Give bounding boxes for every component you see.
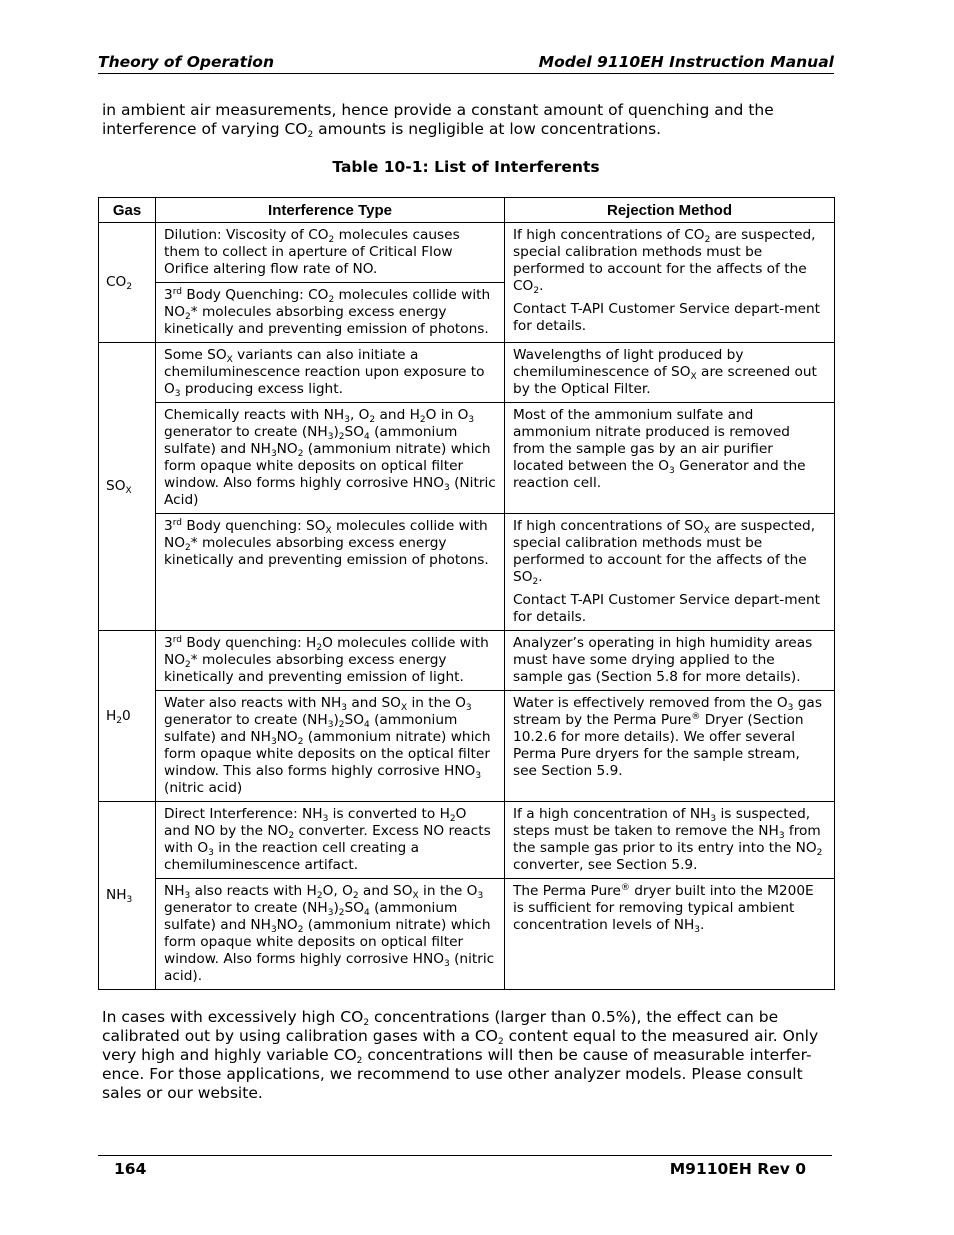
- interference-cell: $NH_3$ also reacts with $H_2O$, $O_2$ and $SO_X$ in the $O_3$ generator to create $(NH_3)_2SO_4$ (ammonium sulfate) and $NH_3NO_2$ (ammonium nitrate) which form opaque white deposits on optical filter window. Also forms highly corrosive $HNO_3$ (nitric acid).: [156, 879, 505, 990]
- table-row: [99, 631, 835, 691]
- intro-paragraph: in ambient air measurements, hence provide a constant amount of quenching and the interference of varying $CO_2$ amounts is negligible at low concentrations.: [102, 101, 774, 140]
- table-row: [99, 223, 835, 283]
- table-row: [99, 691, 835, 802]
- manual-revision: M9110EH Rev 0: [669, 1160, 806, 1178]
- interference-cell: 3rd Body Quenching: $CO_2$ molecules collide with $NO_2*$ molecules absorbing excess energy kinetically and preventing emission of photons.: [156, 283, 505, 343]
- rejection-text: Wavelengths of light produced by chemiluminescence of $SO_X$ are screened out by the Optical Filter.: [513, 347, 817, 397]
- interference-cell: 3rd Body quenching: $SO_X$ molecules collide with $NO_2*$ molecules absorbing excess energy kinetically and preventing emission of photons.: [156, 514, 505, 631]
- rejection-cell: [505, 343, 835, 403]
- rejection-text: If high concentrations of $SO_X$ are suspected, special calibration methods must be performed to account for the affects of the $SO_2$.: [513, 518, 816, 587]
- rejection-text: Water is effectively removed from the $O_3$ gas stream by the Perma Pure® Dryer (Section 10.2.6 for more details). We offer several Perma Pure dryers for the sample stream, see Section 5.9.: [513, 695, 822, 779]
- table-row: [99, 403, 835, 514]
- rejection-cell: [505, 514, 835, 631]
- header-manual-title: Model 9110EH Instruction Manual: [538, 53, 834, 71]
- column-header-gas: Gas: [99, 198, 156, 223]
- column-header-rejection-method: Rejection Method: [505, 198, 835, 223]
- rejection-text: Analyzer’s operating in high humidity areas must have some drying applied to the sample gas (Section 5.8 for more details).: [513, 635, 813, 685]
- gas-cell-h2o: $H_20$: [99, 631, 156, 802]
- rejection-text: The Perma Pure® dryer built into the M200E is sufficient for removing typical ambient concentration levels of $NH_3$.: [513, 883, 814, 935]
- table-header-row: [99, 198, 835, 223]
- table-row: [99, 343, 835, 403]
- rejection-cell: [505, 691, 835, 802]
- rejection-text: Most of the ammonium sulfate and ammonium nitrate produced is removed from the sample gas by an air purifier located between the $O_3$ Generator and the reaction cell.: [513, 407, 806, 491]
- gas-cell-sox: $SO_X$: [99, 343, 156, 631]
- rejection-text: Contact T-API Customer Service depart-ment for details.: [513, 592, 821, 625]
- rejection-text: If high concentrations of $CO_2$ are suspected, special calibration methods must be performed to account for the affects of the $CO_2$.: [513, 227, 816, 296]
- interference-cell: Chemically reacts with $NH_3$, $O_2$ and $H_2O$ in $O_3$ generator to create $(NH_3)_2SO_4$ (ammonium sulfate) and $NH_3NO_2$ (ammonium nitrate) which form opaque white deposits on optical filter window. Also forms highly corrosive $HNO_3$ (Nitric Acid): [156, 403, 505, 514]
- rejection-text: Contact T-API Customer Service depart-ment for details.: [513, 301, 821, 334]
- interference-cell: Direct Interference: $NH_3$ is converted to $H_2O$ and NO by the $NO_2$ converter. Excess NO reacts with $O_3$ in the reaction cell creating a chemiluminescence artifact.: [156, 802, 505, 879]
- rejection-cell: [505, 879, 835, 990]
- page-footer: [98, 1155, 832, 1178]
- page-header: [98, 53, 834, 74]
- rejection-cell: [505, 802, 835, 879]
- gas-cell-nh3: $NH_3$: [99, 802, 156, 990]
- table-row: [99, 879, 835, 990]
- column-header-interference-type: Interference Type: [156, 198, 505, 223]
- table-row: [99, 514, 835, 631]
- interference-cell: Water also reacts with $NH_3$ and $SO_X$ in the $O_3$ generator to create $(NH_3)_2SO_4$ (ammonium sulfate) and $NH_3NO_2$ (ammonium nitrate) which form opaque white deposits on the optical filter window. This also forms highly corrosive $HNO_3$ (nitric acid): [156, 691, 505, 802]
- page-number: 164: [114, 1160, 147, 1178]
- rejection-cell: [505, 223, 835, 343]
- rejection-cell: [505, 631, 835, 691]
- rejection-text: If a high concentration of $NH_3$ is suspected, steps must be taken to remove the $NH_3$ from the sample gas prior to its entry into the $NO_2$ converter, see Section 5.9.: [513, 806, 823, 873]
- table-row: [99, 802, 835, 879]
- interference-cell: Some $SO_X$ variants can also initiate a chemiluminescence reaction upon exposure to $O_3$ producing excess light.: [156, 343, 505, 403]
- table-caption: Table 10-1: List of Interferents: [332, 158, 600, 176]
- interference-cell: 3rd Body quenching: $H_2O$ molecules collide with $NO_2*$ molecules absorbing excess energy kinetically and preventing emission of light.: [156, 631, 505, 691]
- interferents-table: [98, 197, 835, 990]
- interference-cell: Dilution: Viscosity of $CO_2$ molecules causes them to collect in aperture of Critical Flow Orifice altering flow rate of NO.: [156, 223, 505, 283]
- rejection-cell: [505, 403, 835, 514]
- closing-paragraph: In cases with excessively high $CO_2$ concentrations (larger than 0.5%), the effect can be calibrated out by using calibration gases with a $CO_2$ content equal to the measured air. Only very high and highly variable $CO_2$ concentrations will then be cause of measurable interfer-ence. For those applications, we recommend to use other analyzer models. Please consult sales or our website.: [102, 1008, 819, 1102]
- header-section-title: Theory of Operation: [98, 53, 274, 71]
- gas-cell-co2: $CO_2$: [99, 223, 156, 343]
